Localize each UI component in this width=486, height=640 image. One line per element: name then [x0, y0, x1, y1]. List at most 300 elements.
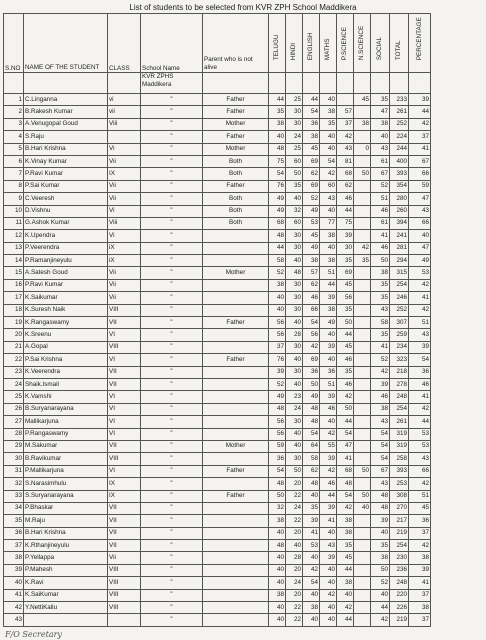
table-cell: 40 — [286, 378, 303, 390]
table-cell — [354, 341, 371, 353]
table-cell: 48 — [269, 478, 286, 490]
table-cell: 52 — [371, 354, 390, 366]
table-row — [4, 304, 431, 316]
table-cell: C.Veeresh — [24, 193, 108, 205]
table-cell: 48 — [337, 478, 354, 490]
table-cell: 22 — [286, 490, 303, 502]
table-cell: 17 — [4, 292, 24, 304]
table-cell: 40 — [320, 602, 337, 614]
table-cell: 40 — [269, 292, 286, 304]
table-cell: 75 — [269, 155, 286, 167]
table-cell: Mother — [203, 118, 269, 130]
table-cell — [354, 577, 371, 589]
table-cell: 20 — [286, 478, 303, 490]
table-cell — [203, 614, 269, 626]
table-cell: VI — [108, 354, 141, 366]
table-cell: P.Rangaswamy — [24, 428, 108, 440]
table-cell: 22 — [4, 354, 24, 366]
table-cell: " — [141, 205, 203, 217]
table-cell — [354, 205, 371, 217]
table-cell: 0 — [354, 143, 371, 155]
table-cell: 42 — [303, 564, 320, 576]
table-cell: 36 — [320, 366, 337, 378]
table-cell: 54 — [269, 168, 286, 180]
table-cell: 40 — [320, 564, 337, 576]
table-cell: 35 — [354, 255, 371, 267]
table-cell: G.Ashok Kumar — [24, 217, 108, 229]
table-cell: 69 — [337, 267, 354, 279]
table-cell — [354, 155, 371, 167]
col-school: School Name — [141, 14, 203, 73]
table-cell: 244 — [390, 143, 409, 155]
table-cell: 254 — [390, 279, 409, 291]
table-cell — [354, 230, 371, 242]
table-cell: 35 — [371, 329, 390, 341]
table-cell: 38 — [303, 131, 320, 143]
table-cell: 57 — [337, 106, 354, 118]
document-title: List of students to be selected from KVR ZPH School Maddikera — [129, 3, 357, 12]
table-cell: 50 — [337, 317, 354, 329]
table-cell: 41 — [320, 515, 337, 527]
table-cell — [203, 403, 269, 415]
table-cell: " — [141, 378, 203, 390]
table-cell: 46 — [337, 193, 354, 205]
table-cell: 38 — [320, 255, 337, 267]
table-cell: " — [141, 230, 203, 242]
table-cell: 315 — [390, 267, 409, 279]
table-cell: 41 — [409, 143, 431, 155]
table-cell — [203, 515, 269, 527]
table-cell: 54 — [337, 490, 354, 502]
table-cell: 43 — [409, 205, 431, 217]
table-cell: 20 — [286, 589, 303, 601]
table-cell: 77 — [320, 217, 337, 229]
table-cell: 40 — [269, 131, 286, 143]
table-cell: 59 — [409, 180, 431, 192]
table-cell: 40 — [286, 317, 303, 329]
table-cell: 69 — [303, 180, 320, 192]
table-cell: 51 — [320, 267, 337, 279]
table-cell: 40 — [337, 589, 354, 601]
table-cell: 60 — [286, 217, 303, 229]
table-cell: S.Suryanarayana — [24, 490, 108, 502]
table-cell: 220 — [390, 589, 409, 601]
table-cell: 37 — [4, 540, 24, 552]
table-cell: " — [141, 354, 203, 366]
table-cell — [203, 453, 269, 465]
table-cell: VII — [108, 317, 141, 329]
table-cell: 40 — [320, 527, 337, 539]
table-cell: 47 — [337, 440, 354, 452]
table-cell: Both — [203, 155, 269, 167]
table-cell: 261 — [390, 416, 409, 428]
table-cell: 54 — [269, 465, 286, 477]
col-class: CLASS — [108, 14, 141, 73]
table-cell: Vii — [108, 279, 141, 291]
table-cell: 48 — [286, 267, 303, 279]
table-cell: 40 — [371, 527, 390, 539]
table-cell: VI — [108, 428, 141, 440]
table-cell: K.SaiKumar — [24, 589, 108, 601]
table-cell: 50 — [354, 465, 371, 477]
table-cell: 33 — [4, 490, 24, 502]
table-cell: 39 — [320, 453, 337, 465]
table-row — [4, 168, 431, 180]
table-cell: 53 — [409, 440, 431, 452]
table-cell — [354, 267, 371, 279]
table-cell: 294 — [390, 255, 409, 267]
table-cell: 246 — [390, 292, 409, 304]
table-cell: 36 — [303, 366, 320, 378]
table-cell: 46 — [409, 378, 431, 390]
table-cell: K.Suresh Naik — [24, 304, 108, 316]
table-cell: 43 — [337, 143, 354, 155]
table-cell: 52 — [269, 267, 286, 279]
table-cell: 40 — [303, 614, 320, 626]
table-cell — [354, 292, 371, 304]
table-cell: 40 — [303, 490, 320, 502]
table-cell: 43 — [409, 453, 431, 465]
table-row — [4, 527, 431, 539]
table-cell — [354, 614, 371, 626]
table-cell: 31 — [4, 465, 24, 477]
table-cell: " — [141, 564, 203, 576]
table-cell: 252 — [390, 118, 409, 130]
table-cell: 50 — [303, 378, 320, 390]
table-cell: 226 — [390, 602, 409, 614]
table-cell — [203, 527, 269, 539]
table-cell — [203, 552, 269, 564]
table-cell: K.Ravi — [24, 577, 108, 589]
table-cell: 44 — [371, 602, 390, 614]
table-cell: 278 — [390, 378, 409, 390]
table-cell: 40 — [320, 416, 337, 428]
table-cell: 35 — [286, 180, 303, 192]
col-total: TOTAL — [390, 14, 409, 73]
table-cell: 44 — [303, 94, 320, 106]
table-cell: 58 — [303, 453, 320, 465]
table-cell: 41 — [303, 527, 320, 539]
table-cell: 42 — [409, 279, 431, 291]
table-cell: 40 — [320, 354, 337, 366]
table-cell — [203, 391, 269, 403]
table-cell: 10 — [4, 205, 24, 217]
table-cell: 44 — [269, 94, 286, 106]
table-cell: 394 — [390, 217, 409, 229]
table-cell: 50 — [286, 168, 303, 180]
table-cell: Both — [203, 168, 269, 180]
table-cell: 44 — [320, 490, 337, 502]
table-cell: 219 — [390, 614, 409, 626]
table-cell — [203, 416, 269, 428]
table-cell: 308 — [390, 490, 409, 502]
table-cell: 56 — [269, 428, 286, 440]
table-cell: " — [141, 242, 203, 254]
table-cell: 35 — [337, 255, 354, 267]
table-cell: 57 — [303, 267, 320, 279]
table-cell: 37 — [269, 341, 286, 353]
table-cell: 393 — [390, 168, 409, 180]
table-cell: 62 — [303, 279, 320, 291]
table-cell: 40 — [303, 552, 320, 564]
table-cell: 254 — [390, 403, 409, 415]
table-cell: " — [141, 602, 203, 614]
table-cell: Father — [203, 94, 269, 106]
table-cell: Father — [203, 490, 269, 502]
table-row — [4, 193, 431, 205]
col-maths: MATHS — [320, 14, 337, 73]
table-row — [4, 341, 431, 353]
table-cell: 25 — [286, 94, 303, 106]
table-cell: Viii — [108, 217, 141, 229]
table-cell: VII — [108, 378, 141, 390]
table-cell: 39 — [320, 341, 337, 353]
table-row — [4, 564, 431, 576]
table-cell: 49 — [303, 205, 320, 217]
table-cell: B.Suryanarayana — [24, 403, 108, 415]
table-cell — [354, 354, 371, 366]
table-row — [4, 453, 431, 465]
table-cell: 28 — [4, 428, 24, 440]
table-cell: 61 — [371, 155, 390, 167]
table-cell — [203, 366, 269, 378]
table-cell — [354, 193, 371, 205]
table-cell: 56 — [269, 416, 286, 428]
table-cell: 24 — [286, 577, 303, 589]
table-cell: VIII — [108, 589, 141, 601]
table-row — [4, 391, 431, 403]
table-cell: 40 — [320, 143, 337, 155]
table-cell: 62 — [303, 465, 320, 477]
table-cell — [354, 552, 371, 564]
table-row — [4, 155, 431, 167]
table-cell: 47 — [409, 242, 431, 254]
table-cell: 35 — [371, 292, 390, 304]
table-cell — [354, 453, 371, 465]
table-cell: 75 — [337, 217, 354, 229]
table-cell — [354, 564, 371, 576]
table-cell: " — [141, 304, 203, 316]
table-cell: " — [141, 341, 203, 353]
table-cell — [354, 589, 371, 601]
table-row — [4, 540, 431, 552]
table-cell: 50 — [286, 465, 303, 477]
table-row — [4, 589, 431, 601]
students-body — [4, 94, 431, 627]
table-cell: VII — [108, 527, 141, 539]
table-cell: Father — [203, 131, 269, 143]
col-pscience: P.SCIENCE — [337, 14, 354, 73]
table-cell: 30 — [286, 230, 303, 242]
table-cell — [354, 478, 371, 490]
col-name: NAME OF THE STUDENT — [24, 14, 108, 73]
table-cell: P.Yellappa — [24, 552, 108, 564]
table-cell: 41 — [409, 577, 431, 589]
table-cell: 19 — [4, 317, 24, 329]
table-cell: " — [141, 168, 203, 180]
table-cell: 50 — [371, 564, 390, 576]
table-cell: 39 — [320, 292, 337, 304]
table-cell: 40 — [371, 131, 390, 143]
table-cell: Vii — [108, 155, 141, 167]
table-cell: 8 — [4, 180, 24, 192]
table-cell: 49 — [303, 391, 320, 403]
table-cell: " — [141, 118, 203, 130]
table-cell: 30 — [286, 366, 303, 378]
students-table — [3, 13, 431, 627]
table-cell: 38 — [371, 118, 390, 130]
table-cell — [203, 255, 269, 267]
table-cell: " — [141, 193, 203, 205]
table-cell: 42 — [409, 540, 431, 552]
table-cell: 35 — [4, 515, 24, 527]
table-cell: 39 — [269, 366, 286, 378]
table-cell: 45 — [337, 279, 354, 291]
table-cell: 37 — [409, 614, 431, 626]
table-cell: 58 — [269, 255, 286, 267]
table-cell — [354, 391, 371, 403]
table-cell: Mother — [203, 267, 269, 279]
table-cell: 30 — [286, 453, 303, 465]
table-cell: VI — [108, 391, 141, 403]
table-cell: M.Sakumar — [24, 440, 108, 452]
table-cell: 62 — [337, 180, 354, 192]
table-cell: 32 — [4, 478, 24, 490]
table-cell: 38 — [269, 589, 286, 601]
table-cell: 270 — [390, 502, 409, 514]
table-cell: 39 — [337, 230, 354, 242]
table-cell: 42 — [320, 589, 337, 601]
table-cell: 16 — [4, 279, 24, 291]
table-cell: 38 — [269, 118, 286, 130]
table-cell: K.Vinay Kumar — [24, 155, 108, 167]
table-cell: " — [141, 515, 203, 527]
table-cell: VIII — [108, 304, 141, 316]
table-cell: 54 — [371, 440, 390, 452]
table-cell: 39 — [4, 564, 24, 576]
table-cell: " — [141, 279, 203, 291]
table-cell: 49 — [303, 242, 320, 254]
table-cell: B.Hari Krishna — [24, 143, 108, 155]
table-cell: 20 — [286, 564, 303, 576]
table-cell: 40 — [269, 304, 286, 316]
table-cell — [354, 366, 371, 378]
table-cell: 234 — [390, 341, 409, 353]
table-cell: 40 — [269, 527, 286, 539]
table-cell: 39 — [320, 552, 337, 564]
table-cell: 20 — [4, 329, 24, 341]
table-cell: vi — [108, 94, 141, 106]
table-row — [4, 465, 431, 477]
col-english: ENGLISH — [303, 14, 320, 73]
table-cell: 39 — [409, 94, 431, 106]
table-cell: 42 — [320, 168, 337, 180]
table-row — [4, 602, 431, 614]
col-hindi: HINDI — [286, 14, 303, 73]
table-cell: VI — [108, 465, 141, 477]
table-cell: 36 — [409, 366, 431, 378]
table-cell: VI — [108, 403, 141, 415]
table-cell: 44 — [337, 564, 354, 576]
table-cell — [108, 614, 141, 626]
table-cell: 45 — [409, 502, 431, 514]
table-cell: 35 — [320, 118, 337, 130]
table-cell: Vi — [108, 143, 141, 155]
table-cell: 30 — [286, 416, 303, 428]
table-cell — [354, 317, 371, 329]
table-cell: 35 — [371, 94, 390, 106]
table-cell: 42 — [303, 341, 320, 353]
table-cell: 56 — [337, 292, 354, 304]
table-cell: 52 — [371, 577, 390, 589]
table-cell: 281 — [390, 242, 409, 254]
table-cell: 233 — [390, 94, 409, 106]
table-cell — [354, 527, 371, 539]
table-cell: D.Vishnu — [24, 205, 108, 217]
table-cell: " — [141, 217, 203, 229]
table-cell: 49 — [269, 193, 286, 205]
table-cell: Vii — [108, 292, 141, 304]
table-cell: 40 — [286, 440, 303, 452]
table-cell: 248 — [390, 391, 409, 403]
table-cell: 39 — [303, 515, 320, 527]
table-cell: 219 — [390, 527, 409, 539]
table-cell: 319 — [390, 440, 409, 452]
table-cell: 43 — [371, 478, 390, 490]
table-cell: 35 — [371, 540, 390, 552]
table-cell: 15 — [4, 267, 24, 279]
table-cell: 40 — [320, 577, 337, 589]
table-row — [4, 577, 431, 589]
table-cell — [203, 478, 269, 490]
table-cell: 30 — [337, 242, 354, 254]
table-cell: Shaik.Ismail — [24, 378, 108, 390]
table-cell — [24, 614, 108, 626]
table-cell: P.Mahesh — [24, 564, 108, 576]
table-cell: P.Mallikarjuna — [24, 465, 108, 477]
table-cell: 52 — [371, 180, 390, 192]
table-cell — [203, 502, 269, 514]
table-cell: S.Raju — [24, 131, 108, 143]
table-cell: iX — [108, 242, 141, 254]
table-cell — [203, 292, 269, 304]
table-cell: " — [141, 552, 203, 564]
table-cell: VIII — [108, 577, 141, 589]
table-cell — [203, 230, 269, 242]
table-cell: 261 — [390, 106, 409, 118]
table-cell: 37 — [409, 527, 431, 539]
col-nscience: N.SCIENCE — [354, 14, 371, 73]
table-cell: 45 — [303, 143, 320, 155]
table-cell — [203, 304, 269, 316]
table-cell: 25 — [4, 391, 24, 403]
table-cell: 67 — [371, 465, 390, 477]
table-cell: " — [141, 540, 203, 552]
table-cell: 38 — [409, 602, 431, 614]
table-cell: Both — [203, 193, 269, 205]
table-cell: 51 — [409, 317, 431, 329]
table-row — [4, 490, 431, 502]
table-cell: " — [141, 131, 203, 143]
table-row — [4, 131, 431, 143]
table-cell: 307 — [390, 317, 409, 329]
table-cell: 56 — [269, 317, 286, 329]
table-cell: 36 — [4, 527, 24, 539]
table-row — [4, 143, 431, 155]
table-cell — [203, 564, 269, 576]
table-cell: 38 — [303, 255, 320, 267]
table-cell: 53 — [409, 428, 431, 440]
